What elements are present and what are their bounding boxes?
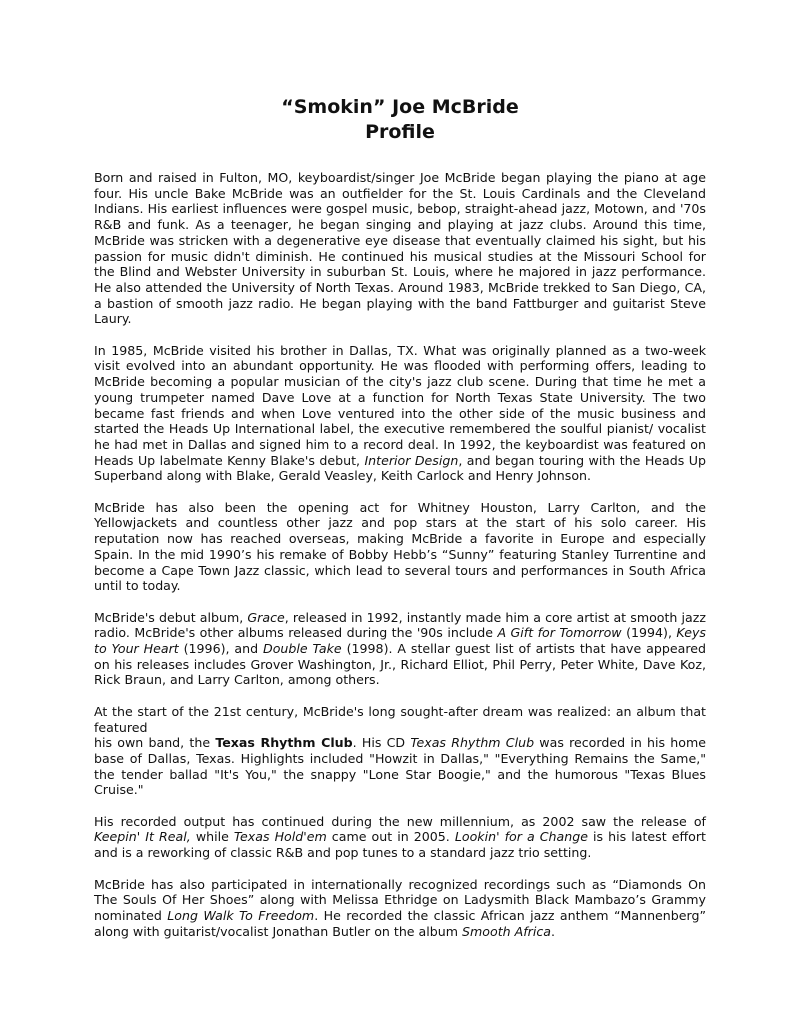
title-line-1: “Smokin” Joe McBride bbox=[281, 96, 519, 118]
paragraph-21st-century: At the start of the 21st century, McBride's long sought-after dream was realized: an album that featured his own band, the Texas Rhythm Club. His CD Texas Rhythm Club was recorded in his home base of Dallas, Texas. Highlights included "Howzit in Dallas," "Everything Remains the Same," the tender ballad "It's You," the snappy "Lone Star Boogie," and the humorous "Texas Blues Cruise." bbox=[94, 703, 706, 798]
album-title: Texas Hold'em bbox=[233, 829, 327, 845]
band-name: Texas Rhythm Club bbox=[215, 735, 353, 751]
page-title bbox=[94, 95, 706, 145]
paragraph-new-millennium: His recorded output has continued during the new millennium, as 2002 saw the release of Keepin' It Real, while Texas Hold'em came out in 2005. Lookin' for a Change is his latest effort and is a reworking of classic R&B and pop tunes to a standard jazz trio setting. bbox=[94, 813, 706, 861]
album-title: Keepin' It Real, bbox=[94, 829, 191, 845]
album-title: Texas Rhythm Club bbox=[410, 735, 535, 751]
title-line-2: Profile bbox=[365, 121, 435, 143]
paragraph-dallas: In 1985, McBride visited his brother in Dallas, TX. What was originally planned as a two-week visit evolved into an abundant opportunity. He was flooded with performing offers, leading to McBride becoming a popular musician of the city's jazz club scene. During that time he met a young trumpeter named Dave Love at a function for North Texas State University. The two became fast friends and when Love ventured into the other side of the music business and started the Heads Up International label, the executive remembered the soulful pianist/ vocalist he had met in Dallas and signed him to a record deal. In 1992, the keyboardist was featured on Heads Up labelmate Kenny Blake's debut, Interior Design, and began touring with the Heads Up Superband along with Blake, Gerald Veasley, Keith Carlock and Henry Johnson. bbox=[94, 342, 706, 484]
paragraph-international: McBride has also participated in internationally recognized recordings such as “Diamonds On The Souls Of Her Shoes” along with Melissa Ethridge on Ladysmith Black Mambazo’s Grammy nominated Long Walk To Freedom. He recorded the classic African jazz anthem “Mannenberg” along with guitarist/vocalist Jonathan Butler on the album Smooth Africa. bbox=[94, 876, 706, 939]
album-title: Smooth Africa bbox=[462, 923, 551, 939]
document-page bbox=[94, 95, 706, 939]
album-title: Grace bbox=[247, 609, 285, 625]
album-title: Long Walk To Freedom bbox=[167, 907, 315, 923]
album-title: A Gift for Tomorrow bbox=[497, 625, 622, 641]
album-title: Lookin' for a Change bbox=[454, 829, 588, 845]
paragraph-early-life: Born and raised in Fulton, MO, keyboardist/singer Joe McBride began playing the piano at age four. His uncle Bake McBride was an outfielder for the St. Louis Cardinals and the Cleveland Indians. His earliest influences were gospel music, bebop, straight-ahead jazz, Motown, and '70s R&B and funk. As a teenager, he began singing and playing at jazz clubs. Around this time, McBride was stricken with a degenerative eye disease that eventually claimed his sight, but his passion for music didn't diminish. He continued his musical studies at the Missouri School for the Blind and Webster University in suburban St. Louis, where he majored in jazz performance. He also attended the University of North Texas. Around 1983, McBride trekked to San Diego, CA, a bastion of smooth jazz radio. He began playing with the band Fattburger and guitarist Steve Laury. bbox=[94, 170, 706, 327]
paragraph-debut-album: McBride's debut album, Grace, released in 1992, instantly made him a core artist at smooth jazz radio. McBride's other albums released during the '90s include A Gift for Tomorrow (1994), Keys to Your Heart (1996), and Double Take (1998). A stellar guest list of artists that have appeared on his releases includes Grover Washington, Jr., Richard Elliot, Phil Perry, Peter White, Dave Koz, Rick Braun, and Larry Carlton, among others. bbox=[94, 609, 706, 688]
album-title: Interior Design bbox=[364, 452, 459, 468]
paragraph-opening-act: McBride has also been the opening act for Whitney Houston, Larry Carlton, and the Yellowjackets and countless other jazz and pop stars at the start of his solo career. His reputation now has reached overseas, making McBride a favorite in Europe and especially Spain. In the mid 1990’s his remake of Bobby Hebb’s “Sunny” featuring Stanley Turrentine and become a Cape Town Jazz classic, which lead to several tours and performances in South Africa until to today. bbox=[94, 499, 706, 594]
album-title: Keys to Your Heart bbox=[94, 625, 706, 657]
album-title: Double Take bbox=[263, 641, 342, 657]
